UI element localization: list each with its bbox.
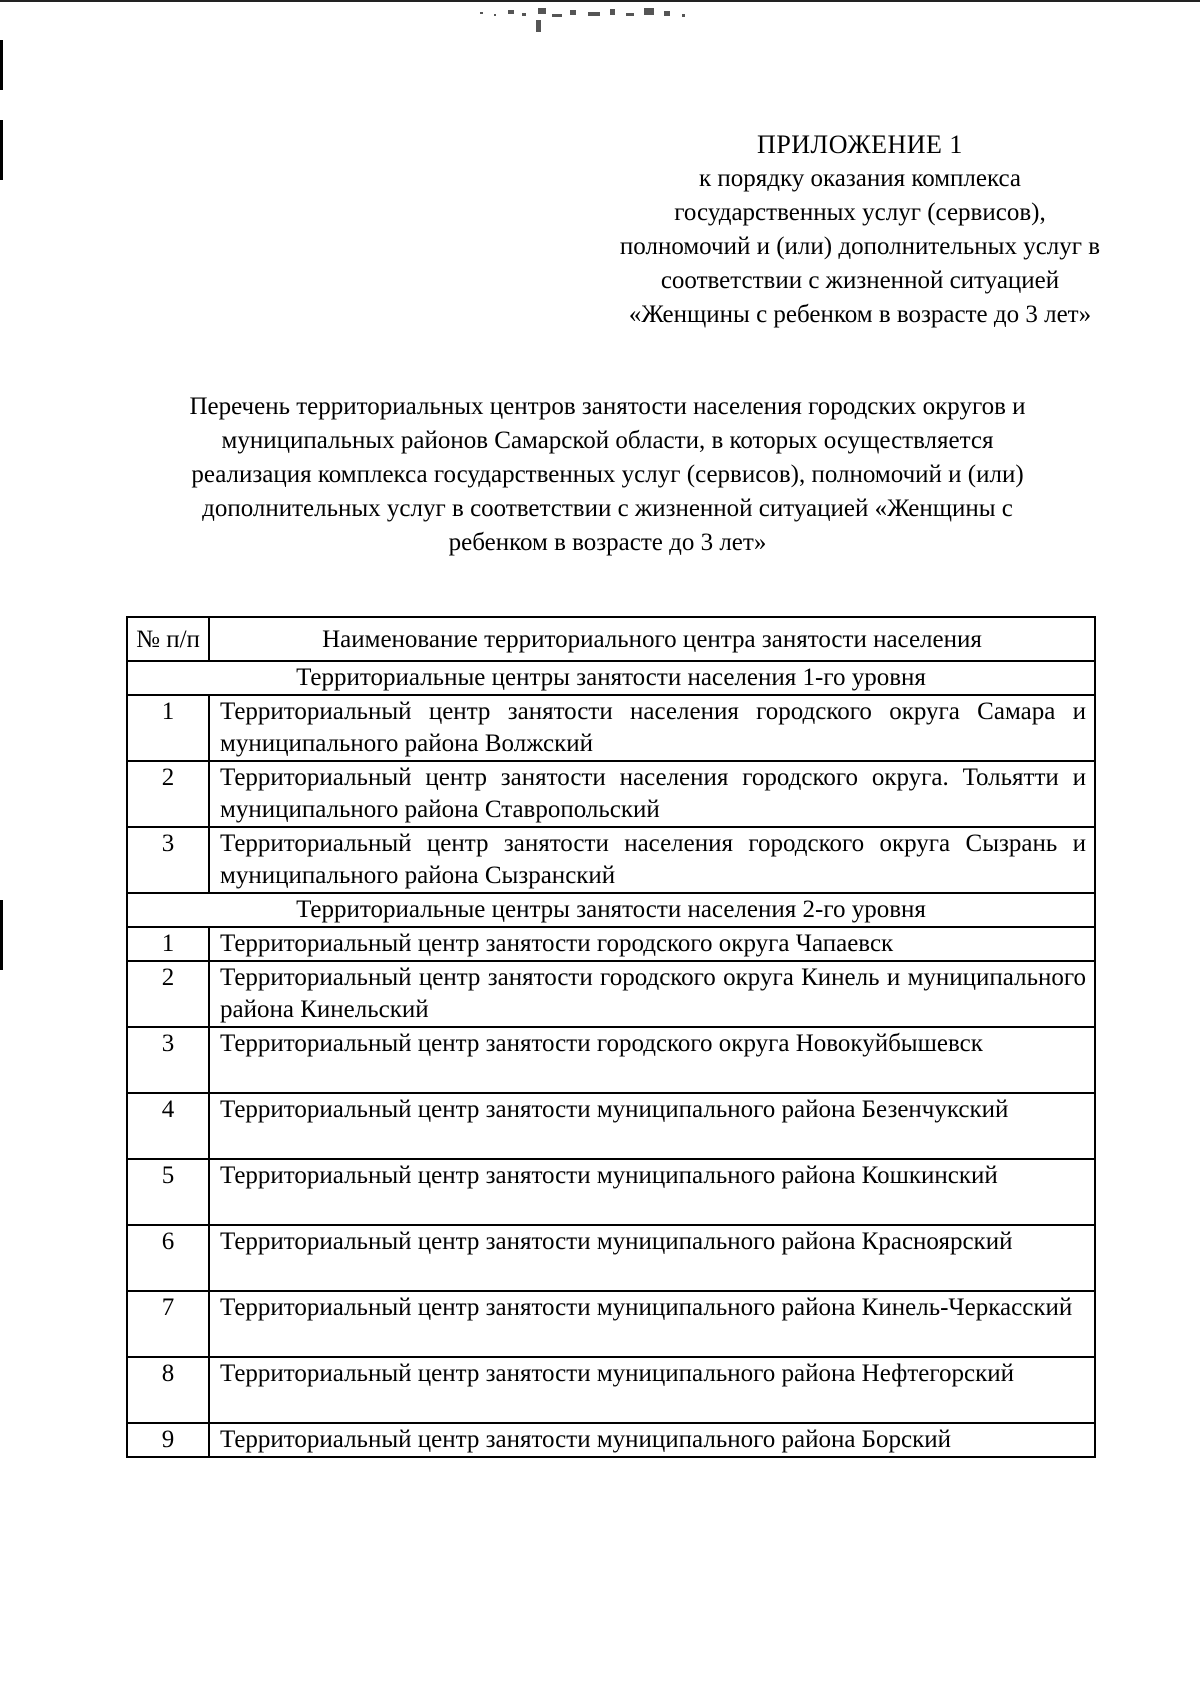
list-title-line: муниципальных районов Самарской области, в которых осуществляется (221, 427, 994, 454)
row-number: 3 (127, 1027, 209, 1093)
list-title-line: Перечень территориальных центров занятости населения городских округов и (189, 393, 1026, 420)
header-name: Наименование территориального центра занятости населения (209, 617, 1095, 661)
row-number: 4 (127, 1093, 209, 1159)
table-row (127, 695, 1095, 761)
row-number: 5 (127, 1159, 209, 1225)
row-name: Территориальный центр занятости городского округа Кинель и муниципального района Кинельский (209, 961, 1095, 1027)
row-name: Территориальный центр занятости муниципального района Борский (209, 1423, 1095, 1457)
centers-table (126, 616, 1096, 1458)
row-number: 3 (127, 827, 209, 893)
table-row (127, 1159, 1095, 1225)
scan-top-border (0, 0, 1200, 2)
table-row (127, 1357, 1095, 1423)
row-name: Территориальный центр занятости населения городского округа Сызрань и муниципального района Сызранский (209, 827, 1095, 893)
list-title (120, 390, 1095, 560)
scan-left-edge-mark (0, 900, 3, 970)
appendix-line: полномочий и (или) дополнительных услуг в (619, 233, 1101, 260)
table-header-row (127, 617, 1095, 661)
scan-noise-mark (460, 4, 730, 34)
header-number: № п/п (127, 617, 209, 661)
table-row (127, 761, 1095, 827)
appendix-line: государственных услуг (сервисов), (674, 199, 1046, 226)
row-name: Территориальный центр занятости муниципального района Кинель-Черкасский (209, 1291, 1095, 1357)
scan-left-edge-mark (0, 120, 3, 180)
row-number: 6 (127, 1225, 209, 1291)
table-row (127, 961, 1095, 1027)
row-number: 9 (127, 1423, 209, 1457)
appendix-title: ПРИЛОЖЕНИЕ 1 (757, 130, 963, 159)
group-header-row (127, 661, 1095, 695)
row-number: 7 (127, 1291, 209, 1357)
appendix-line: «Женщины с ребенком в возрасте до 3 лет» (628, 301, 1092, 328)
row-number: 2 (127, 761, 209, 827)
table-row (127, 1291, 1095, 1357)
appendix-block (560, 128, 1160, 332)
list-title-line: дополнительных услуг в соответствии с жизненной ситуацией «Женщины с (202, 495, 1013, 522)
table-row (127, 1093, 1095, 1159)
appendix-line: соответствии с жизненной ситуацией (660, 267, 1060, 294)
group-title: Территориальные центры занятости населения 2-го уровня (127, 893, 1095, 927)
table-row (127, 827, 1095, 893)
table-row (127, 927, 1095, 961)
appendix-line: к порядку оказания комплекса (698, 165, 1022, 192)
row-name: Территориальный центр занятости городского округа Новокуйбышевск (209, 1027, 1095, 1093)
row-number: 1 (127, 695, 209, 761)
row-number: 2 (127, 961, 209, 1027)
row-name: Территориальный центр занятости муниципального района Красноярский (209, 1225, 1095, 1291)
table-row (127, 1027, 1095, 1093)
row-name: Территориальный центр занятости населения городского округа. Тольятти и муниципального района Ставропольский (209, 761, 1095, 827)
list-title-line: реализация комплекса государственных услуг (сервисов), полномочий и (или) (191, 461, 1024, 488)
table-row (127, 1423, 1095, 1457)
group-header-row (127, 893, 1095, 927)
row-name: Территориальный центр занятости городского округа Чапаевск (209, 927, 1095, 961)
row-number: 8 (127, 1357, 209, 1423)
scan-left-edge-mark (0, 40, 3, 90)
row-name: Территориальный центр занятости населения городского округа Самара и муниципального района Волжский (209, 695, 1095, 761)
list-title-line: ребенком в возрасте до 3 лет» (448, 529, 767, 556)
row-name: Территориальный центр занятости муниципального района Кошкинский (209, 1159, 1095, 1225)
group-title: Территориальные центры занятости населения 1-го уровня (127, 661, 1095, 695)
row-name: Территориальный центр занятости муниципального района Нефтегорский (209, 1357, 1095, 1423)
row-name: Территориальный центр занятости муниципального района Безенчукский (209, 1093, 1095, 1159)
table-row (127, 1225, 1095, 1291)
row-number: 1 (127, 927, 209, 961)
